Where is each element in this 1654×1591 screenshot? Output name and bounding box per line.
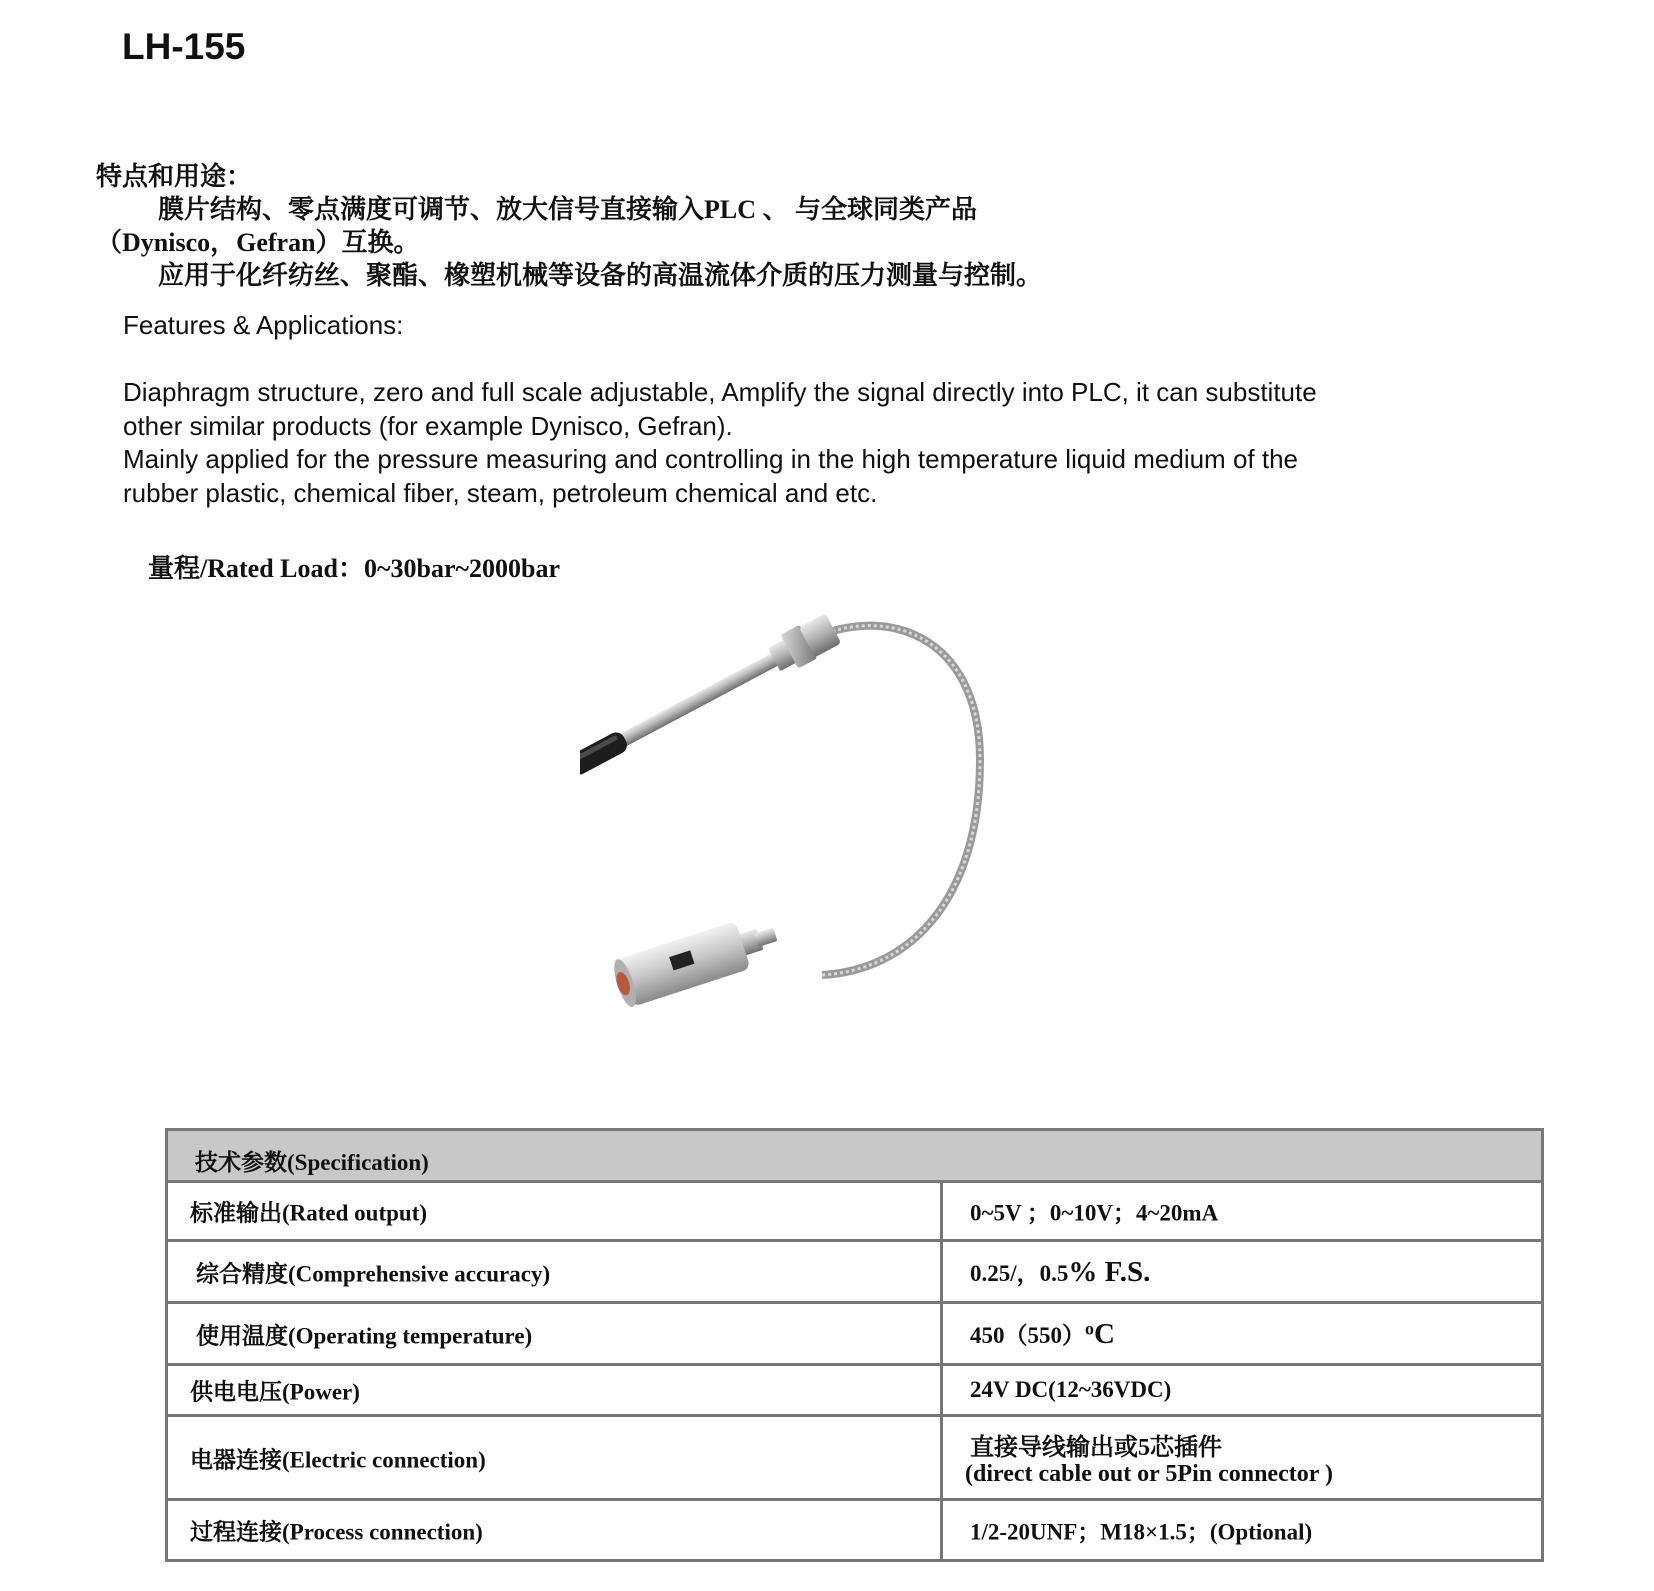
spec-value: $450(550)^oC$: [970, 1317, 1115, 1350]
spec-value: 直接导线输出或5芯插件: [970, 1435, 1222, 1461]
cable: [810, 626, 980, 975]
spec-value: 24V DC(12~36VDC): [970, 1377, 1172, 1402]
spec-table: [165, 1128, 1544, 1562]
spec-value: 1/2-20UNF；M18×1.5；(Optional): [970, 1519, 1313, 1545]
spec-row-process-connection: [168, 1501, 1541, 1559]
spec-label: 电器连接(Electric connection): [190, 1447, 486, 1472]
amplifier-housing: [610, 910, 783, 1009]
spec-row-temperature: [168, 1304, 1541, 1366]
features-cn: [96, 160, 1042, 292]
spec-header-label: 技术参数(Specification): [195, 1150, 429, 1175]
product-image: [580, 610, 1020, 1050]
features-cn-line3: 应用于化纤纺丝、聚酯、橡塑机械等设备的高温流体介质的压力测量与控制。: [158, 261, 1043, 290]
spec-row-rated-output: [168, 1183, 1541, 1242]
features-en-heading: Features & Applications:: [123, 310, 404, 340]
features-en: [123, 376, 1453, 510]
features-en-line1: Diaphragm structure, zero and full scale adjustable, Amplify the signal directly into PLC, it can substitute: [123, 377, 1317, 407]
features-cn-heading: 特点和用途：: [96, 162, 253, 191]
spec-label: 供电电压(Power): [190, 1379, 360, 1405]
rated-load: 量程/Rated Load：0~30bar~2000bar: [148, 554, 561, 583]
spec-value-suffix: % F.S.: [1068, 1255, 1151, 1288]
probe-stem: [611, 611, 843, 758]
features-cn-line1: 膜片结构、零点满度可调节、放大信号直接输入PLC 、 与全球同类产品: [158, 195, 978, 224]
spec-label: 综合精度(Comprehensive accuracy): [196, 1261, 551, 1286]
spec-value-en: (direct cable out or 5Pin connector ): [965, 1461, 1333, 1487]
spec-label: 使用温度(Operating temperature): [196, 1323, 533, 1348]
spec-value-suffix: C: [1094, 1317, 1115, 1350]
features-en-line3: Mainly applied for the pressure measuring and controlling in the high temperature liquid medium of the: [123, 444, 1298, 474]
page-title: LH-155: [122, 26, 246, 67]
spec-value: 0.25/，0.5% F.S.: [970, 1255, 1151, 1288]
spec-row-accuracy: [168, 1242, 1541, 1304]
spec-value: 0~5V ；0~10V；4~20mA: [970, 1200, 1219, 1226]
spec-value-sup: o: [1085, 1317, 1094, 1338]
spec-header: [168, 1131, 1541, 1183]
features-en-line4: rubber plastic, chemical fiber, steam, petroleum chemical and etc.: [123, 477, 878, 508]
probe-cap: [580, 729, 630, 778]
spec-row-power: [168, 1366, 1541, 1417]
features-en-line2: other similar products (for example Dynisco, Gefran).: [123, 410, 733, 441]
features-cn-line2: （Dynisco，Gefran）互换。: [96, 228, 420, 257]
spec-row-electric-connection: [168, 1417, 1541, 1501]
spec-label: 标准输出(Rated output): [190, 1200, 428, 1226]
spec-label: 过程连接(Process connection): [190, 1519, 483, 1545]
